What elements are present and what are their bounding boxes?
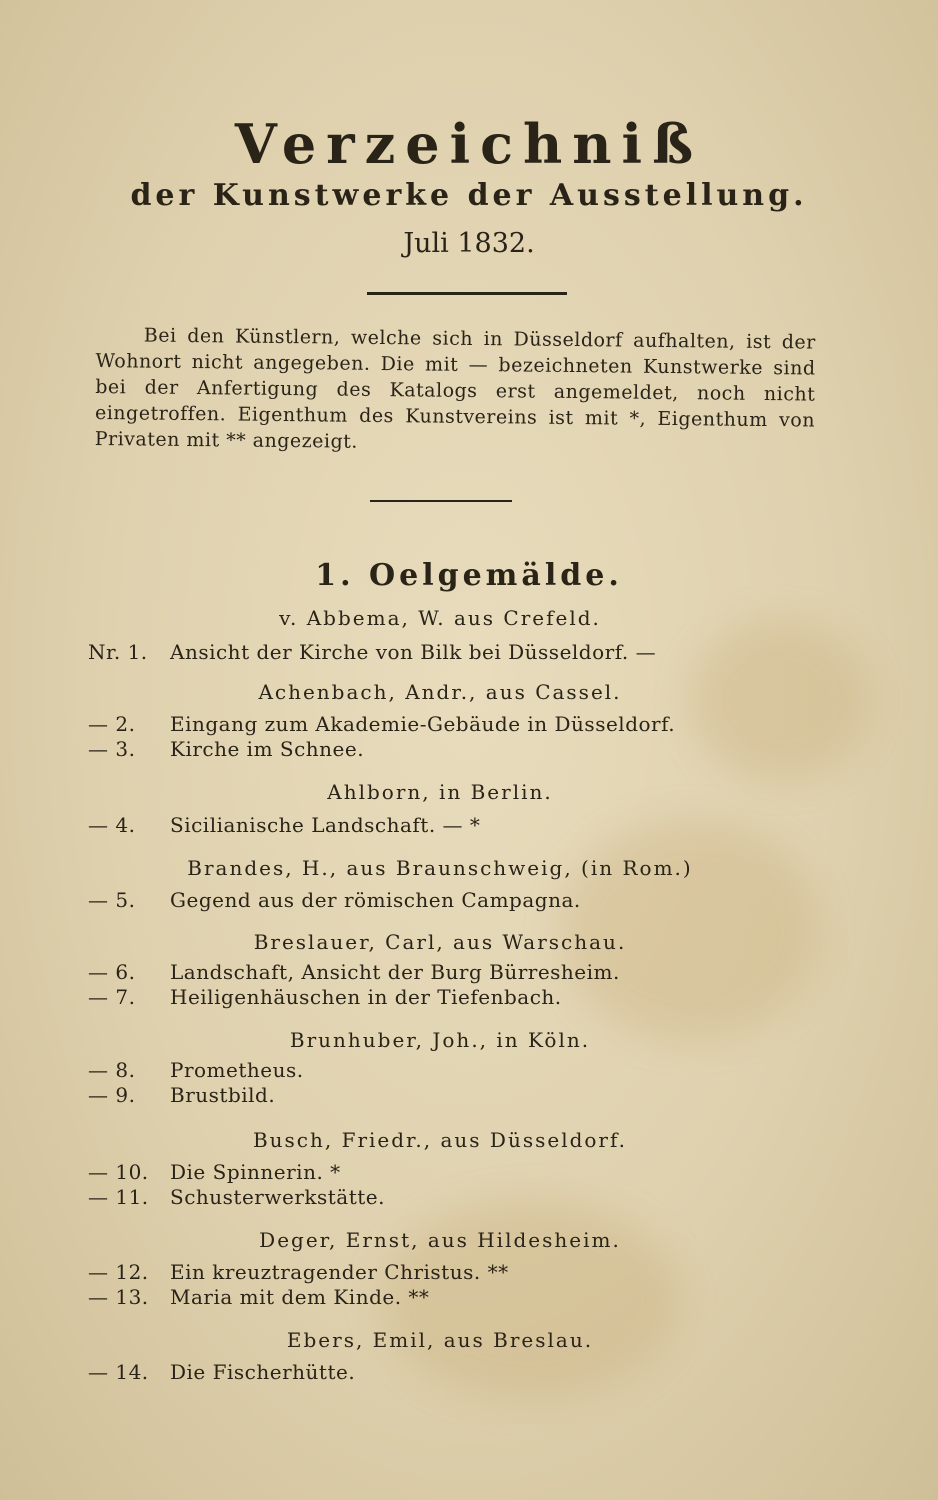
entry-number: — 9. [88, 1083, 136, 1107]
entry-number: — 13. [88, 1285, 149, 1309]
entry-number: — 10. [88, 1160, 149, 1184]
entry-title: Schusterwerkstätte. [170, 1185, 385, 1209]
artist-heading: Breslauer, Carl, aus Warschau. [253, 930, 627, 954]
entry-title: Ein kreuztragender Christus. ** [170, 1260, 509, 1284]
entry-title: Prometheus. [170, 1058, 304, 1082]
artist-heading: v. Abbema, W. aus Crefeld. [279, 606, 601, 630]
catalog-entry [88, 1083, 848, 1107]
entry-number: — 4. [88, 813, 136, 837]
catalog-entry [88, 1260, 848, 1284]
entry-title: Ansicht der Kirche von Bilk bei Düsseldorf. — [170, 640, 657, 664]
header-divider [367, 292, 567, 295]
catalog-subtitle: der Kunstwerke der Ausstellung. [130, 178, 808, 213]
artist-heading: Ebers, Emil, aus Breslau. [286, 1328, 594, 1352]
entry-title: Brustbild. [170, 1083, 276, 1107]
entry-title: Die Spinnerin. * [170, 1160, 341, 1184]
artist-heading: Busch, Friedr., aus Düsseldorf. [252, 1128, 628, 1152]
section-title: 1. Oelgemälde. [315, 558, 623, 593]
catalog-entry [88, 985, 848, 1009]
catalog-entry [88, 1185, 848, 1209]
catalog-entry [88, 1058, 848, 1082]
entry-number: — 12. [88, 1260, 149, 1284]
entry-title: Heiligenhäuschen in der Tiefenbach. [170, 985, 562, 1009]
entry-title: Sicilianische Landschaft. — * [170, 813, 481, 837]
artist-heading: Deger, Ernst, aus Hildesheim. [259, 1228, 621, 1252]
catalog-date: Juli 1832. [403, 228, 535, 259]
entry-number: — 11. [88, 1185, 149, 1209]
entry-title: Eingang zum Akademie-Gebäude in Düsseldorf. [170, 712, 676, 736]
catalog-entry [88, 813, 848, 837]
catalog-title: Verzeichniß [234, 112, 704, 176]
entry-number: — 3. [88, 737, 136, 761]
entry-number: Nr. 1. [88, 640, 148, 664]
entry-title: Kirche im Schnee. [170, 737, 365, 761]
entry-number: — 14. [88, 1360, 149, 1384]
catalog-entry [88, 1360, 848, 1384]
catalog-entry [88, 712, 848, 736]
artist-heading: Brunhuber, Joh., in Köln. [289, 1028, 591, 1052]
entry-number: — 2. [88, 712, 136, 736]
entry-number: — 7. [88, 985, 136, 1009]
catalog-entry [88, 1160, 848, 1184]
intro-divider [370, 500, 512, 502]
entry-number: — 6. [88, 960, 136, 984]
catalog-entry [88, 960, 848, 984]
catalog-entry [88, 640, 848, 664]
entry-number: — 5. [88, 888, 136, 912]
artist-heading: Brandes, H., aus Braunschweig, (in Rom.) [187, 856, 693, 880]
entry-title: Die Fischerhütte. [170, 1360, 356, 1384]
entry-title: Maria mit dem Kinde. ** [170, 1285, 430, 1309]
artist-heading: Ahlborn, in Berlin. [327, 780, 553, 804]
entry-title: Gegend aus der römischen Campagna. [170, 888, 581, 912]
catalog-entry [88, 888, 848, 912]
entry-number: — 8. [88, 1058, 136, 1082]
catalog-entry [88, 737, 848, 761]
artist-heading: Achenbach, Andr., aus Cassel. [258, 680, 622, 704]
intro-paragraph: Bei den Künstlern, welche sich in Düsseldorf aufhalten, ist der Wohnort nicht angegeben. Die mit — bezeichneten Kunstwerke sind bei der Anfertigung des Katalogs erst angemeldet, noch nicht eingetroffen. Eigenthum des Kunstvereins ist mit *, Eigenthum von Privaten mit ** angezeigt. [94, 324, 816, 453]
catalog-entry [88, 1285, 848, 1309]
entry-title: Landschaft, Ansicht der Burg Bürresheim. [170, 960, 620, 984]
